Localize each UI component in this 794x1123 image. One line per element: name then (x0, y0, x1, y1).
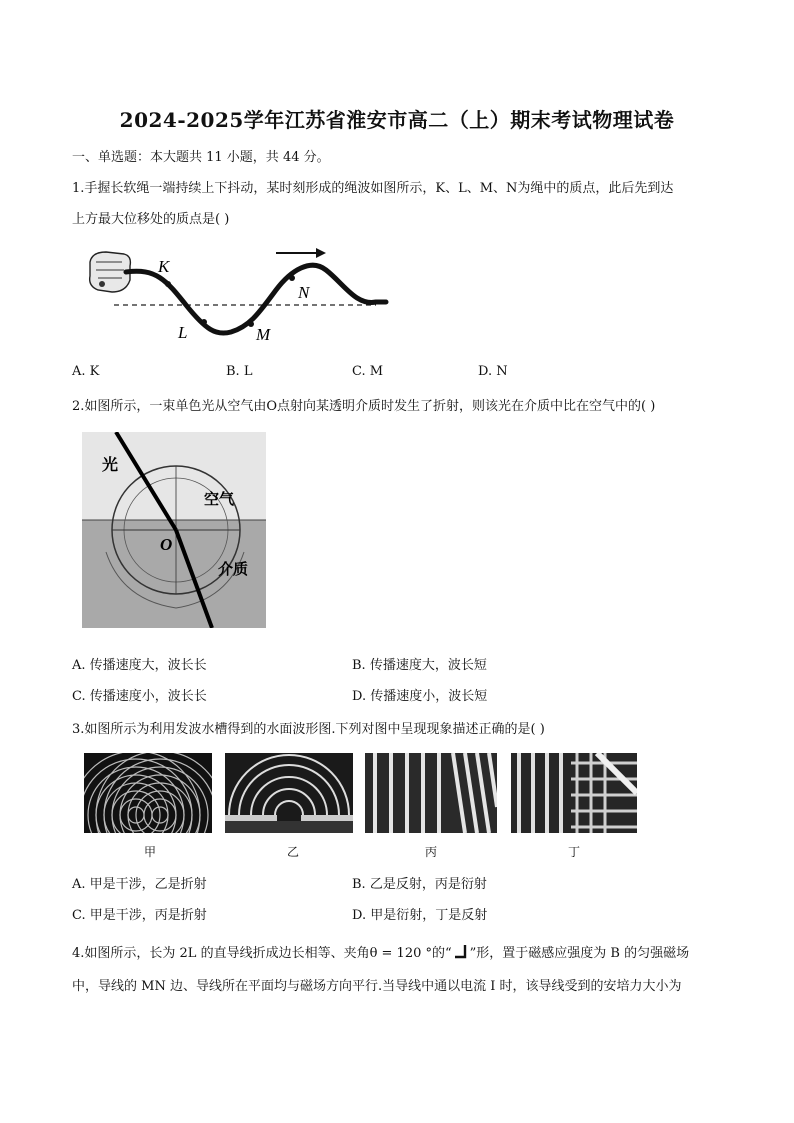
q3-figure-yi-diffraction (225, 753, 353, 833)
q3-option-a[interactable]: A. 甲是干涉，乙是折射 (72, 877, 207, 892)
bent-wire-icon (453, 944, 469, 960)
q2-text-line1: 2.如图所示，一束单色光从空气由O点射向某透明介质时发生了折射，则该光在介质中比在空气中的( ) (72, 399, 656, 414)
point-n (289, 275, 295, 281)
q1-option-b[interactable]: B. L (226, 364, 253, 379)
q1-option-a[interactable]: A. K (72, 364, 100, 379)
q2-option-d[interactable]: D. 传播速度小，波长短 (352, 689, 488, 704)
label-medium: 介质 (218, 560, 249, 578)
q3-text-line1: 3.如图所示为利用发波水槽得到的水面波形图.下列对图中呈现现象描述正确的是( ) (72, 722, 545, 737)
q3-caption-yi: 乙 (287, 845, 300, 859)
q3-caption-bing: 丙 (425, 845, 438, 859)
q4-text-line1: 4.如图所示，长为 2L 的直导线折成边长相等、夹角θ = 120 °的“ ”形，置于磁感应强度为 B 的匀强磁场 (72, 946, 690, 961)
q3-caption-jia: 甲 (144, 845, 157, 859)
label-l: L (178, 323, 188, 342)
q1-option-c[interactable]: C. M (352, 364, 384, 379)
q2-refraction-figure (82, 432, 266, 628)
q2-option-a[interactable]: A. 传播速度大，波长长 (72, 658, 207, 673)
q1-rope-wave-figure (86, 240, 396, 350)
q2-option-b[interactable]: B. 传播速度大，波长短 (352, 658, 487, 673)
point-m (248, 321, 254, 327)
q3-caption-ding: 丁 (568, 845, 581, 859)
q3-option-b[interactable]: B. 乙是反射，丙是衍射 (352, 877, 487, 892)
q1-text-line1: 1.手握长软绳一端持续上下抖动，某时刻形成的绳波如图所示，K、L、M、N为绳中的质点，此后先到达 (72, 181, 674, 196)
label-n: N (298, 283, 310, 302)
q2-option-c[interactable]: C. 传播速度小，波长长 (72, 689, 207, 704)
section-heading: 一、单选题：本大题共 11 小题，共 44 分。 (72, 150, 330, 165)
label-o: O (160, 535, 173, 554)
propagation-arrow-icon (276, 248, 326, 258)
q1-option-d[interactable]: D. N (478, 364, 508, 379)
q3-option-d[interactable]: D. 甲是衍射，丁是反射 (352, 908, 488, 923)
q3-figure-bing-refraction (365, 753, 497, 833)
page-title: 2024-2025学年江苏省淮安市高二（上）期末考试物理试卷 (119, 108, 675, 132)
q1-text-line2: 上方最大位移处的质点是( ) (72, 212, 230, 227)
label-m: M (256, 325, 271, 344)
label-k: K (158, 257, 170, 276)
label-air: 空气 (204, 490, 235, 508)
q3-figure-jia-interference (84, 753, 212, 833)
q3-option-c[interactable]: C. 甲是干涉，丙是折射 (72, 908, 207, 923)
point-l (201, 319, 207, 325)
q4-text-line2: 中，导线的 MN 边、导线所在平面均与磁场方向平行.当导线中通以电流 I 时，该导线受到的安培力大小为 (72, 979, 682, 994)
label-light: 光 (102, 455, 119, 474)
point-k (165, 281, 171, 287)
q3-figure-ding-reflection (511, 753, 637, 833)
